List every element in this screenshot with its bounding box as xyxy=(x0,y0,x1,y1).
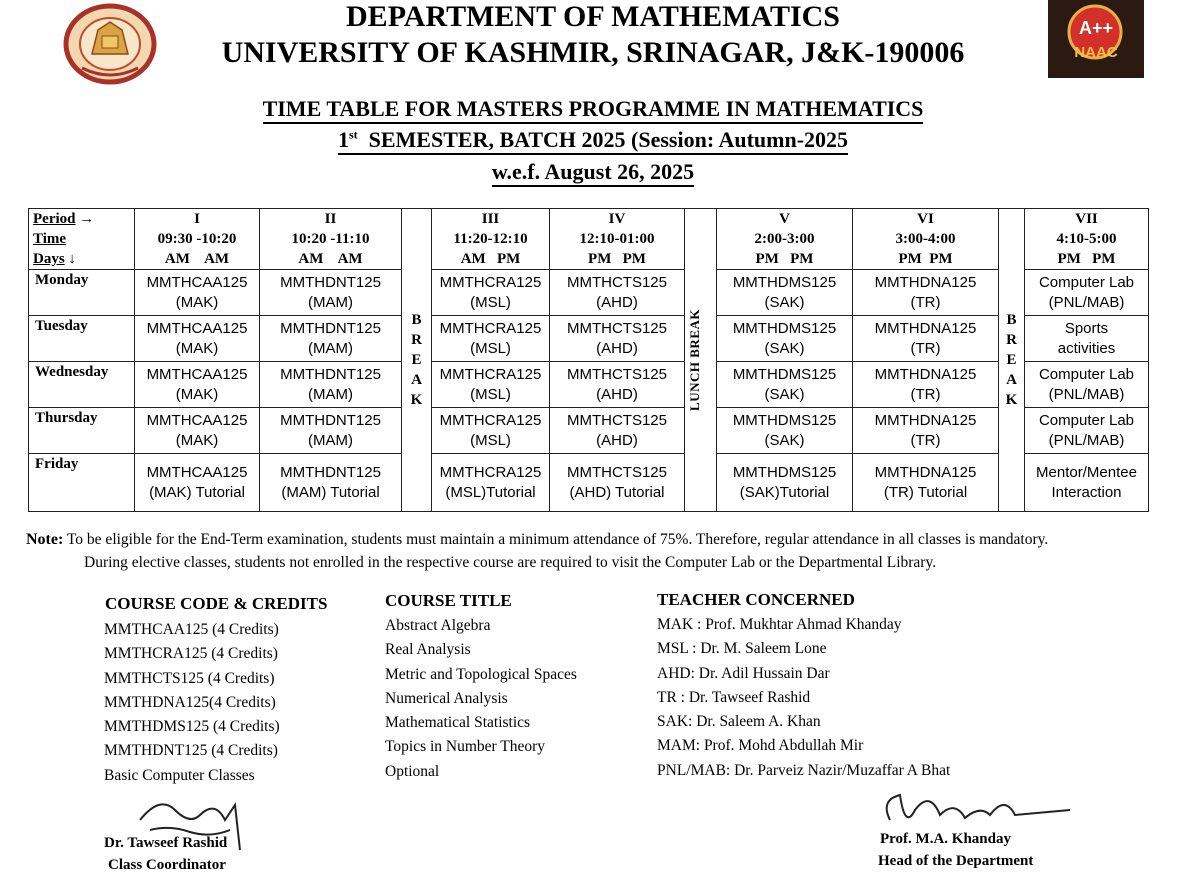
day-label: Wednesday xyxy=(29,362,135,408)
slot-cell: MMTHDNT125 (MAM) xyxy=(260,270,402,316)
slot-cell: MMTHDMS125 (SAK) xyxy=(717,362,853,408)
period-header: I 09:30 -10:20 AM AM xyxy=(135,209,260,270)
list-item: Topics in Number Theory xyxy=(385,738,546,756)
slot-cell: MMTHCTS125 (AHD) xyxy=(550,270,685,316)
table-row xyxy=(29,454,1149,512)
period-header: III 11:20-12:10 AM PM xyxy=(432,209,550,270)
slot-cell: MMTHDNT125 (MAM) xyxy=(260,362,402,408)
slot-cell: MMTHCTS125 (AHD) xyxy=(550,408,685,454)
list-item: MMTHCTS125 (4 Credits) xyxy=(104,669,275,687)
slot-cell: Computer Lab (PNL/MAB) xyxy=(1025,408,1149,454)
slot-cell: MMTHCRA125 (MSL)Tutorial xyxy=(432,454,550,512)
period-header: VII 4:10-5:00 PM PM xyxy=(1025,209,1149,270)
list-item: TR : Dr. Tawseef Rashid xyxy=(657,688,811,706)
lunch-break: LUNCH BREAK xyxy=(685,209,717,512)
list-item: MMTHDNA125(4 Credits) xyxy=(104,693,276,711)
period-header: VI 3:00-4:00 PM PM xyxy=(853,209,999,270)
afternoon-break: B R E A K xyxy=(999,209,1025,512)
list-item: PNL/MAB: Dr. Parveiz Nazir/Muzaffar A Bhat xyxy=(657,761,951,779)
day-label: Tuesday xyxy=(29,316,135,362)
slot-cell: Mentor/Mentee Interaction xyxy=(1025,454,1149,512)
list-item: MMTHCRA125 (4 Credits) xyxy=(104,645,278,663)
naac-label: NAAC xyxy=(1074,44,1118,61)
slot-cell: MMTHDMS125 (SAK) xyxy=(717,270,853,316)
list-item: MMTHCAA125 (4 Credits) xyxy=(104,621,279,638)
slot-cell: MMTHDNA125 (TR) xyxy=(853,316,999,362)
timetable-title: TIME TABLE FOR MASTERS PROGRAMME IN MATHEMATICS xyxy=(0,96,1186,122)
slot-cell: MMTHCAA125 (MAK) xyxy=(135,270,260,316)
list-item: Optional xyxy=(385,762,440,780)
slot-cell: MMTHDNA125 (TR) xyxy=(853,362,999,408)
course-title-list xyxy=(385,614,577,784)
hod-block xyxy=(880,828,1033,872)
day-label: Monday xyxy=(29,270,135,316)
slot-cell: MMTHCAA125 (MAK) Tutorial xyxy=(135,454,260,512)
table-row xyxy=(29,362,1149,408)
slot-cell: MMTHCRA125 (MSL) xyxy=(432,362,550,408)
list-item: AHD: Dr. Adil Hussain Dar xyxy=(657,664,830,682)
period-header: IV 12:10-01:00 PM PM xyxy=(550,209,685,270)
slot-cell: MMTHCRA125 (MSL) xyxy=(432,408,550,454)
teacher-heading: TEACHER CONCERNED xyxy=(657,590,855,609)
slot-cell: MMTHDNA125 (TR) Tutorial xyxy=(853,454,999,512)
list-item: MSL : Dr. M. Saleem Lone xyxy=(657,640,827,658)
slot-cell: MMTHCTS125 (AHD) xyxy=(550,362,685,408)
list-item: SAK: Dr. Saleem A. Khan xyxy=(657,713,821,731)
university-name: UNIVERSITY OF KASHMIR, SRINAGAR, J&K-190006 xyxy=(221,36,965,69)
slot-cell: MMTHCAA125 (MAK) xyxy=(135,316,260,362)
course-title-heading: COURSE TITLE xyxy=(385,591,512,610)
slot-cell: MMTHCRA125 (MSL) xyxy=(432,270,550,316)
semester-line: 1st SEMESTER, BATCH 2025 (Session: Autumn-2025 xyxy=(0,127,1186,153)
slot-cell: MMTHDMS125 (SAK) xyxy=(717,408,853,454)
slot-cell: MMTHDNT125 (MAM) Tutorial xyxy=(260,454,402,512)
list-item: MAK : Prof. Mukhtar Ahmad Khanday xyxy=(657,616,902,633)
day-label: Friday xyxy=(29,454,135,512)
morning-break: B R E A K xyxy=(402,209,432,512)
slot-cell: MMTHCTS125 (AHD) xyxy=(550,316,685,362)
list-item: MMTHDNT125 (4 Credits) xyxy=(104,742,278,760)
list-item: Numerical Analysis xyxy=(385,689,508,707)
list-item: MAM: Prof. Mohd Abdullah Mir xyxy=(657,737,864,755)
slot-cell: MMTHCTS125 (AHD) Tutorial xyxy=(550,454,685,512)
hod-name: Prof. M.A. Khanday xyxy=(880,831,1011,847)
slot-cell: Sports activities xyxy=(1025,316,1149,362)
list-item: MMTHDMS125 (4 Credits) xyxy=(104,718,280,736)
slot-cell: MMTHDNT125 (MAM) xyxy=(260,316,402,362)
list-item: Real Analysis xyxy=(385,641,471,659)
naac-grade: A++ xyxy=(1078,18,1114,38)
table-row xyxy=(29,270,1149,316)
slot-cell: MMTHDMS125 (SAK)Tutorial xyxy=(717,454,853,512)
list-item: Basic Computer Classes xyxy=(104,766,255,784)
slot-cell: MMTHCAA125 (MAK) xyxy=(135,362,260,408)
teacher-list xyxy=(657,613,950,783)
slot-cell: MMTHDNA125 (TR) xyxy=(853,408,999,454)
list-item: Metric and Topological Spaces xyxy=(385,665,577,683)
period-time-corner: Period → Time Days ↓ xyxy=(29,209,135,270)
slot-cell: MMTHCAA125 (MAK) xyxy=(135,408,260,454)
slot-cell: MMTHDNA125 (TR) xyxy=(853,270,999,316)
slot-cell: MMTHDMS125 (SAK) xyxy=(717,316,853,362)
attendance-note: Note: To be eligible for the End-Term examination, students must maintain a minimum attendance of 75%. Therefore, regular attendance in all classes is mandatory. During elective classes, students not enrolled in the respective course are required to visit the Computer Lab or the Departmental Library. xyxy=(26,531,1049,571)
slot-cell: Computer Lab (PNL/MAB) xyxy=(1025,270,1149,316)
timetable xyxy=(28,208,1149,512)
coordinator-block xyxy=(104,832,227,876)
slot-cell: MMTHDNT125 (MAM) xyxy=(260,408,402,454)
department-name: DEPARTMENT OF MATHEMATICS xyxy=(346,0,840,33)
course-code-list xyxy=(104,618,280,788)
coordinator-name: Dr. Tawseef Rashid xyxy=(104,835,228,851)
period-header: II 10:20 -11:10 AM AM xyxy=(260,209,402,270)
effective-date: w.e.f. August 26, 2025 xyxy=(0,159,1186,185)
list-item: Abstract Algebra xyxy=(385,617,491,634)
list-item: Mathematical Statistics xyxy=(385,714,531,732)
course-code-heading: COURSE CODE & CREDITS xyxy=(105,594,328,613)
coordinator-role: Class Coordinator xyxy=(108,857,226,873)
table-row xyxy=(29,316,1149,362)
table-row xyxy=(29,408,1149,454)
hod-role: Head of the Department xyxy=(878,853,1034,869)
period-header: V 2:00-3:00 PM PM xyxy=(717,209,853,270)
slot-cell: MMTHCRA125 (MSL) xyxy=(432,316,550,362)
day-label: Thursday xyxy=(29,408,135,454)
slot-cell: Computer Lab (PNL/MAB) xyxy=(1025,362,1149,408)
